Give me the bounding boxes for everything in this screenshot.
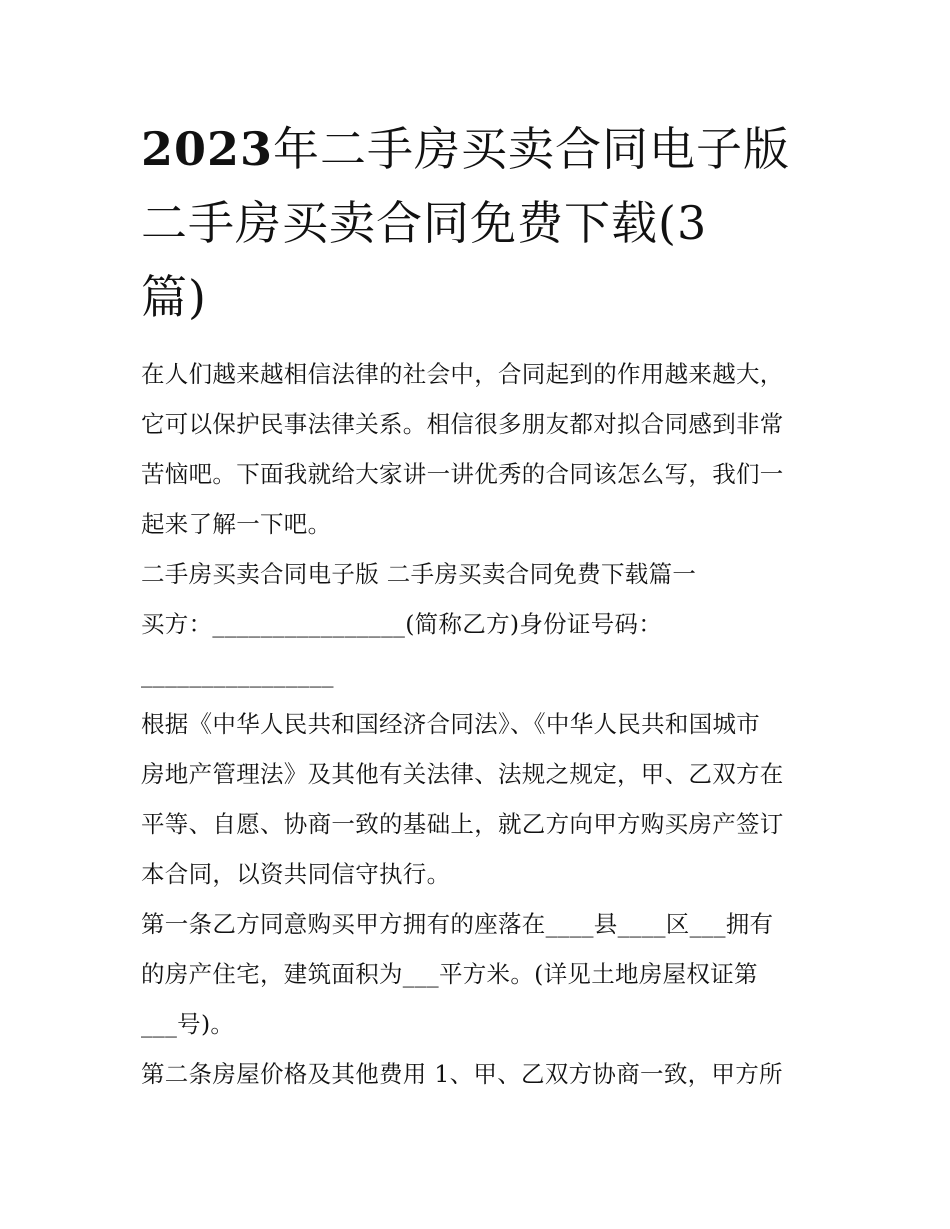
text-line: ________________ — [141, 660, 334, 688]
section-heading — [141, 549, 812, 599]
document-title — [141, 112, 812, 334]
text-line: 本合同，以资共同信守执行。 — [141, 860, 451, 888]
basis-paragraph — [141, 699, 812, 899]
title-year: 2023 — [141, 122, 274, 176]
text-line: 平等、自愿、协商一致的基础上，就乙方向甲方购买房产签订 — [141, 810, 784, 838]
title-text: 篇) — [141, 270, 207, 324]
buyer-paragraph — [141, 599, 812, 699]
title-text: 年二手房买卖合同电子版 — [273, 122, 791, 176]
text-line: 它可以保护民事法律关系。相信很多朋友都对拟合同感到非常 — [141, 410, 784, 438]
text-line: 苦恼吧。下面我就给大家讲一讲优秀的合同该怎么写，我们一 — [141, 460, 784, 488]
text-line: 根据《中华人民共和国经济合同法》、《中华人民共和国城市 — [141, 710, 761, 738]
text-line: 的房产住宅，建筑面积为___平方米。(详见土地房屋权证第 — [141, 960, 758, 988]
text-line: 在人们越来越相信法律的社会中，合同起到的作用越来越大， — [141, 360, 784, 388]
article-one-paragraph — [141, 899, 812, 1049]
text-line: 第二条房屋价格及其他费用 1、甲、乙双方协商一致，甲方所 — [141, 1060, 783, 1088]
text-line: 买方：________________(简称乙方)身份证号码： — [141, 610, 663, 638]
text-line: 房地产管理法》及其他有关法律、法规之规定，甲、乙双方在 — [141, 760, 784, 788]
text-line: ___号)。 — [141, 1010, 235, 1038]
text-line: 二手房买卖合同电子版 二手房买卖合同免费下载篇一 — [141, 560, 697, 588]
title-line — [141, 112, 812, 186]
title-line — [141, 186, 812, 260]
title-line — [141, 260, 812, 334]
intro-paragraph — [141, 349, 812, 549]
title-text: 二手房买卖合同免费下载(3 — [141, 196, 708, 250]
article-two-paragraph — [141, 1049, 812, 1099]
text-line: 起来了解一下吧。 — [141, 510, 332, 538]
text-line: 第一条乙方同意购买甲方拥有的座落在____县____区___拥有 — [141, 910, 774, 938]
document-body — [141, 349, 812, 1099]
